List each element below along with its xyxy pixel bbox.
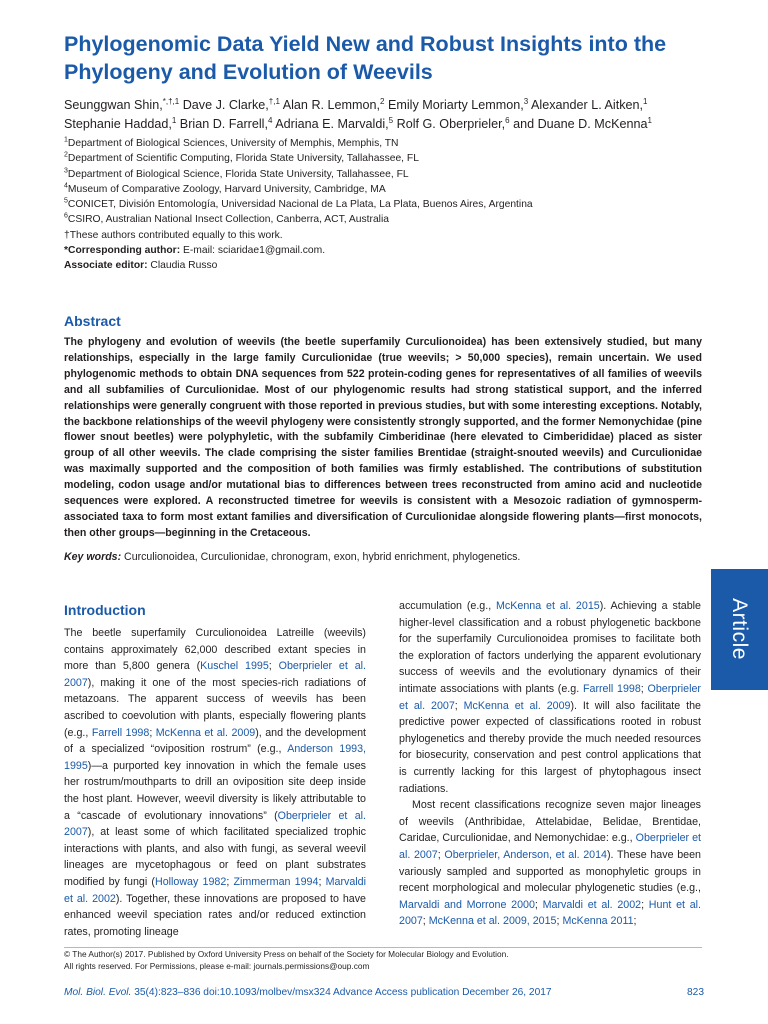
body-text: ). These have been variously sampled and supported as monophyletic groups in recent morphological and molecular phylogenetic studies (e.g.,: [399, 848, 701, 895]
body-text: ), and the development of a specialized “oviposition rostrum” (e.g.,: [64, 726, 366, 756]
paragraph: [64, 625, 366, 940]
affiliation-number: 3: [64, 167, 68, 175]
body-text: ;: [226, 875, 234, 888]
affiliation-number: 6: [64, 213, 68, 221]
citation-link[interactable]: Marvaldi and Morrone 2000: [399, 898, 535, 911]
body-text: ;: [268, 660, 279, 673]
citation-link[interactable]: McKenna et al. 2015: [496, 600, 600, 612]
author-affil-mark: *,†,1: [162, 96, 180, 106]
author-affil-mark: 2: [380, 96, 385, 106]
author-name: Brian D. Farrell,: [179, 117, 268, 131]
body-text: ;: [633, 915, 637, 928]
citation-info: 35(4):823–836 doi:10.1093/molbev/msx324 Advance Access publication December 26, 2017: [131, 987, 552, 998]
associate-editor: [64, 258, 714, 273]
author-name: Adriana E. Marvaldi,: [275, 117, 389, 131]
author-affil-mark: 3: [523, 96, 529, 106]
author-name: Alan R. Lemmon,: [282, 98, 381, 112]
editor-label: Associate editor:: [64, 260, 148, 272]
citation-link[interactable]: Zimmerman 1994: [233, 875, 319, 888]
citation-link[interactable]: Holloway 1982: [154, 875, 227, 888]
journal-name: Mol. Biol. Evol.: [64, 987, 132, 998]
body-text: ;: [318, 875, 326, 888]
affiliation: [64, 136, 714, 151]
affiliation-list: [64, 136, 714, 274]
affiliation-number: 2: [64, 151, 68, 159]
citation-link[interactable]: Oberprieler et al. 2007: [64, 809, 366, 839]
affiliation-text: Museum of Comparative Zoology, Harvard University, Cambridge, MA: [67, 183, 386, 195]
author-list: [64, 96, 714, 134]
author-name: Seunggwan Shin,: [64, 98, 163, 112]
affiliation: [64, 197, 714, 212]
citation-link[interactable]: Marvaldi et al. 2002: [542, 898, 642, 911]
copyright-line: © The Author(s) 2017. Published by Oxford University Press on behalf of the Society for Molecular Biology and Evolution.: [64, 949, 509, 959]
citation-link[interactable]: Kuschel 1995: [200, 660, 269, 673]
citation-link[interactable]: Oberprieler et al. 2007: [64, 660, 366, 689]
citation-link[interactable]: Hunt et al. 2007: [399, 898, 701, 928]
affiliation: [64, 151, 714, 166]
article-title: Phylogenomic Data Yield New and Robust Insights into the Phylogeny and Evolution of Weevils: [64, 32, 667, 84]
citation-link[interactable]: Oberprieler et al. 2007: [399, 832, 701, 861]
equal-contribution-note: †These authors contributed equally to this work.: [64, 229, 283, 241]
introduction-heading: Introduction: [64, 602, 146, 618]
affiliation-text: Department of Scientific Computing, Florida State University, Tallahassee, FL: [67, 153, 419, 165]
body-text: ;: [149, 726, 156, 739]
abstract: [64, 335, 702, 542]
body-text: ). Achieving a stable higher-level classification and a robust phylogenetic backbone for the superfamily Curculionoidea promises to facilitate both the exploration of factors underlying the apparent evolutionary success of weevils and the evolutionary dynamics of their intimate associations with plants (e.g.: [399, 600, 701, 695]
author-name: Rolf G. Oberprieler,: [396, 117, 506, 131]
abstract-text: The phylogeny and evolution of weevils (the beetle superfamily Curculionoidea) has been extensively studied, but many relationships, especially in the large family Curculionidae (true weevils; > 50,000 species), remain uncertain. We used phylogenomic methods to obtain DNA sequences from 522 protein-coding genes for representatives of all families of weevils and all subfamilies of Curculionidae. Most of our phylogenomic results had strong statistical support, and the inferred relationships were generally congruent with those reported in previous studies, but with some interesting exceptions. Notably, the backbone relationships of the weevil phylogeny were consistently strongly supported, and the former Nemonychidae (pine flower snout beetles) were polyphyletic, with the subfamily Cimberidinae (here elevated to Cimberididae) placed as sister group of all other weevils. The clade comprising the sister families Brentidae (straight-snouted weevils) and Curculionidae was maximally supported and the composition of both families was firmly established. The contributions of substitution modeling, codon usage and/or mutational bias to differences between trees reconstructed from amino acid and nucleotide sequences were explored. A reconstructed timetree for weevils is consistent with a Mesozoic radiation of gymnosperm-associated taxa to form most extant families and diversification of Curculionidae alongside flowering plants—first monocots, then other groups—beginning in the Cretaceous.: [64, 336, 702, 539]
citation-link[interactable]: Farrell 1998: [582, 682, 641, 695]
citation-link[interactable]: Anderson 1993, 1995: [64, 743, 366, 772]
author-affil-mark: 4: [267, 115, 273, 125]
affiliation: [64, 182, 714, 197]
paragraph: [399, 797, 701, 930]
keywords-label: Key words:: [64, 551, 122, 563]
citation-link[interactable]: Farrell 1998: [91, 726, 150, 739]
body-text: ), at least some of which facilitated specialized trophic interactions with plants, and also with fungi, as several weevil lineages are mycetophagous or feed on plant substrates modified by fungi (: [64, 826, 366, 888]
citation-link[interactable]: McKenna et al. 2009: [463, 699, 571, 712]
corresponding-label: *Corresponding author:: [64, 245, 181, 257]
citation-link[interactable]: Marvaldi et al. 2002: [64, 875, 366, 905]
author-name: Alexander L. Aitken,: [531, 98, 644, 112]
author-name: Dave J. Clarke,: [182, 98, 269, 112]
keywords-text: Curculionoidea, Curculionidae, chronogram, exon, hybrid enrichment, phylogenetics.: [121, 551, 521, 563]
body-text: ), making it one of the most species-rich radiations of metazoans. The apparent success of weevils has been ascribed to coevolution with plants, especially flowering plants (e.g.,: [64, 676, 366, 739]
affiliation-number: 4: [64, 182, 68, 190]
body-text: ;: [641, 898, 649, 911]
body-text: ). It will also facilitate the predictive power expected of classifications rooted in robust phylogenetics and thereby provide the much needed resources for biosecurity, conservation and pest control applications that is currently lacking for this largest of phytophagous insect radiations.: [399, 699, 701, 795]
paragraph: [399, 598, 701, 797]
body-text: Most recent classifications recognize seven major lineages of weevils (Anthribidae, Attelabidae, Belidae, Brentidae, Caridae, Curculionidae, and Nemonychidae: e.g.,: [399, 799, 701, 845]
editor-name: Claudia Russo: [147, 260, 218, 272]
citation-link[interactable]: McKenna et al. 2009: [155, 726, 256, 739]
author-affil-mark: 6: [505, 115, 510, 125]
affiliation-text: Department of Biological Science, Florida State University, Tallahassee, FL: [67, 168, 409, 180]
affiliation-number: 5: [64, 197, 68, 205]
body-text: ). Together, these innovations are proposed to have enhanced weevil speciation rates and/or reduced extinction rates, promoting lineage: [64, 892, 366, 938]
page-footer: [64, 987, 704, 998]
author-affil-mark: 5: [388, 115, 394, 125]
body-text: )—a purported key innovation in which the female uses her rostrum/mouthparts to drill an oviposition site deep inside the host plant. However, weevil diversity is likely attributable to a “cascade of evolutionary innovations” (: [64, 759, 366, 822]
author-affil-mark: 1: [171, 115, 177, 125]
citation-link[interactable]: Oberprieler et al. 2007: [399, 682, 701, 712]
author-name: Stephanie Haddad,: [64, 117, 172, 131]
body-text: ;: [640, 682, 648, 695]
author-affil-mark: †,1: [268, 96, 280, 106]
article-type-tab: [711, 569, 768, 690]
page-number: 823: [687, 987, 704, 998]
corresponding-email[interactable]: E-mail: sciaridae1@gmail.com.: [180, 245, 326, 257]
body-text: ;: [534, 898, 543, 911]
body-text: accumulation (e.g.,: [399, 600, 497, 612]
citation-link[interactable]: McKenna 2011: [562, 915, 634, 928]
affiliation-text: CSIRO, Australian National Insect Collection, Canberra, ACT, Australia: [67, 214, 389, 226]
permissions-line: All rights reserved. For Permissions, please e-mail: journals.permissions@oup.com: [64, 961, 370, 972]
affiliation: [64, 212, 714, 227]
article-type-label: Article: [728, 598, 751, 660]
body-text: ;: [556, 915, 563, 928]
text-column-right: [399, 598, 701, 930]
affiliation-text: CONICET, División Entomología, Universidad Nacional de La Plata, La Plata, Buenos Aires, Argentina: [67, 199, 533, 211]
body-text: The beetle superfamily Curculionoidea Latreille (weevils) contains approximately 62,000 described extant species in more than 5,800 genera (: [64, 627, 366, 673]
author-affil-mark: 1: [647, 115, 652, 125]
body-text: ;: [454, 699, 464, 712]
body-text: ;: [437, 848, 445, 861]
body-text: ;: [422, 915, 429, 928]
abstract-heading: Abstract: [64, 313, 121, 329]
author-affil-mark: 1: [643, 96, 648, 106]
corresponding-author: [64, 243, 714, 258]
citation-link[interactable]: Oberprieler, Anderson, et al. 2014: [444, 848, 607, 861]
affiliation-text: Department of Biological Sciences, University of Memphis, Memphis, TN: [67, 138, 399, 149]
affiliation-number: 1: [64, 136, 68, 144]
keywords: [64, 550, 704, 565]
citation-link[interactable]: McKenna et al. 2009, 2015: [428, 915, 557, 928]
affiliation: [64, 167, 714, 182]
author-name: and Duane D. McKenna: [513, 117, 648, 131]
text-column-left: [64, 625, 366, 940]
author-name: Emily Moriarty Lemmon,: [387, 98, 524, 112]
copyright-notice: [64, 948, 704, 973]
